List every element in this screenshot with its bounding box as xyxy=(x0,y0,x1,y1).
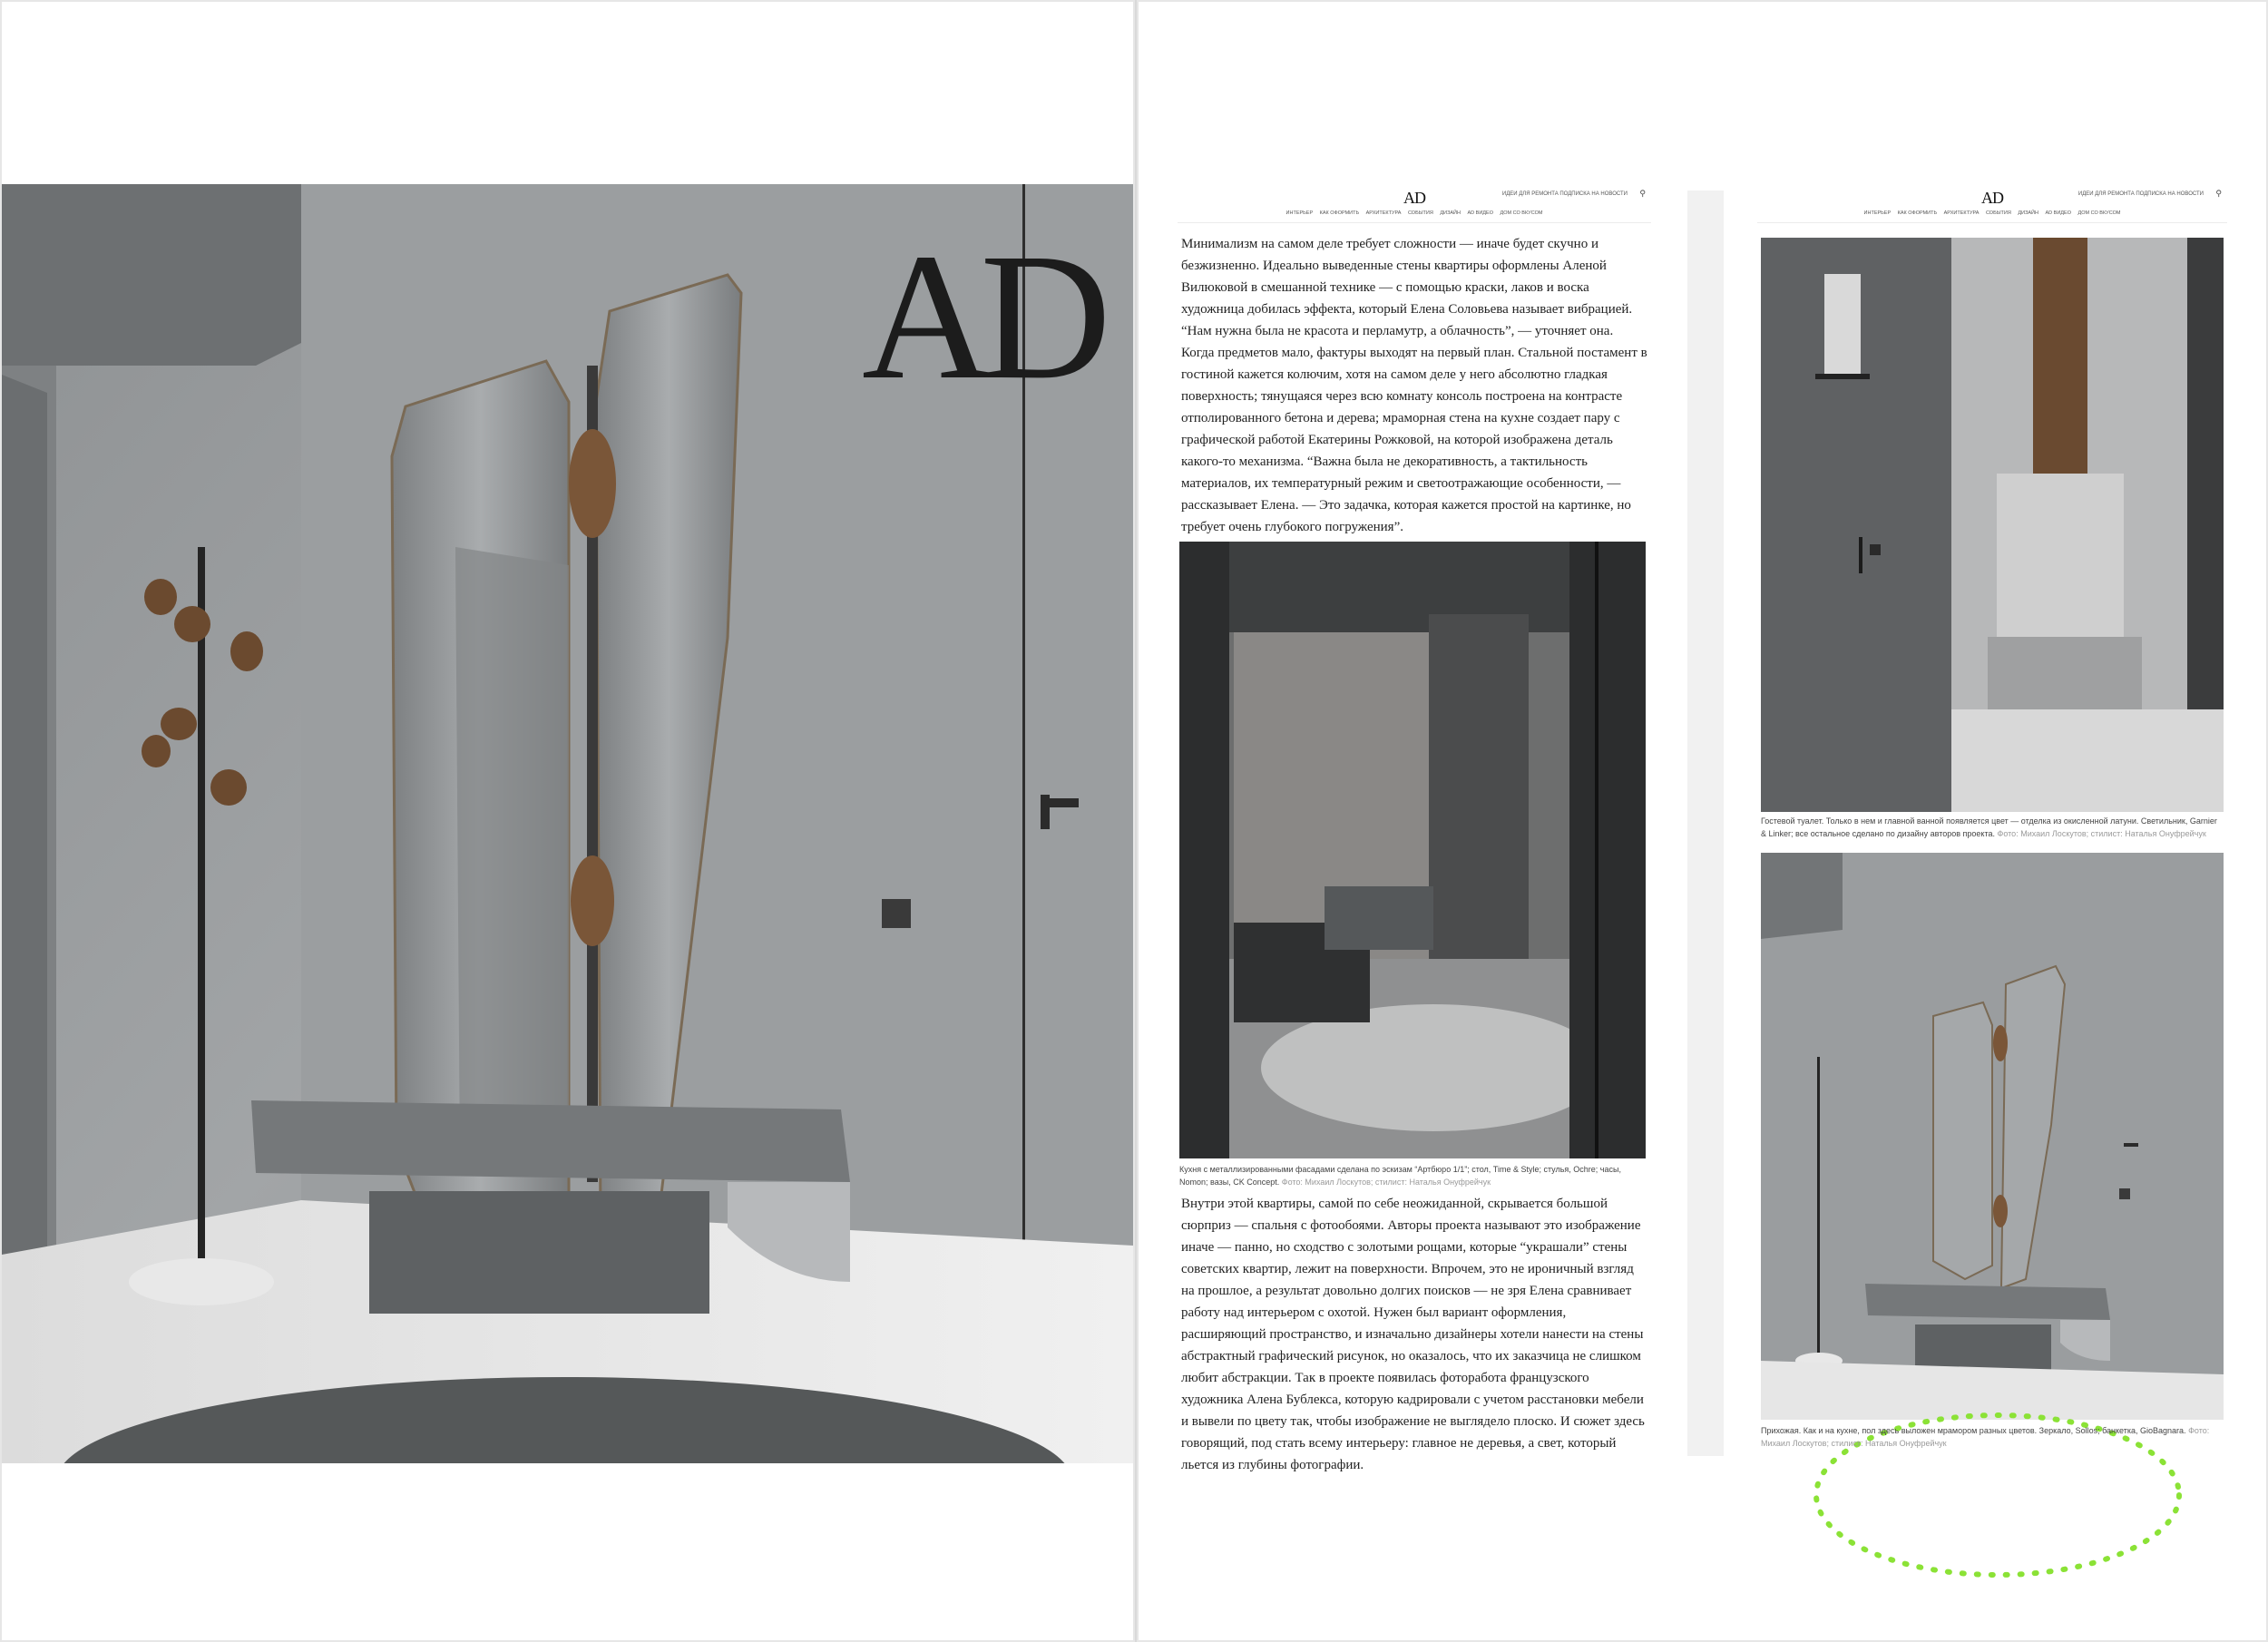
menu-item[interactable]: СОБЫТИЯ xyxy=(1985,210,2011,216)
caption-text: Кухня с металлизированными фасадами сделана по эскизам “Артбюро 1/1”; стол, Time & Style; стулья, Ochre; часы, Nomon; вазы, CK Concept. xyxy=(1179,1165,1621,1187)
search-icon[interactable]: ⚲ xyxy=(2215,190,2222,199)
caption-text: Прихожая. Как и на кухне, пол здесь выложен мрамором разных цветов. Зеркало, Sollos; банкетка, GioBagnara. xyxy=(1761,1426,2186,1435)
site-logo[interactable]: AD xyxy=(1981,189,2003,207)
header-links[interactable]: ИДЕИ ДЛЯ РЕМОНТА ПОДПИСКА НА НОВОСТИ xyxy=(2077,191,2204,197)
menu-item[interactable]: КАК ОФОРМИТЬ xyxy=(1897,210,1938,216)
header-links[interactable]: ИДЕИ ДЛЯ РЕМОНТА ПОДПИСКА НА НОВОСТИ xyxy=(1501,191,1628,197)
menu-item[interactable]: АРХИТЕКТУРА xyxy=(1943,210,1980,216)
article-paragraph-2: Внутри этой квартиры, самой по себе неожиданной, скрывается большой сюрприз — спальня с фотообоями. Авторы проекта называют это изображение иначе — панно, но сходство с золотыми рощами, которые “украшали” стены советских квартир, лежит на поверхности. Впрочем, это не ироничный взгляд на прошлое, а результат довольно долгих поисков — не зря Елена сравнивает работу над интерьером с охотой. Нужен был вариант оформления, расширяющий пространство, и изначально дизайнеры хотели нанести на стены абстрактный графический рисунок, но оказалось, что их заказчица не слишком любит абстракции. Так в проекте появилась фоторабота французского художника Алена Бублекса, которую кадрировали с учетом расстановки мебели и вывели по цвету так, чтобы изображение не выглядело плоско. И сюжет здесь говорящий, под стать всему интерьеру: главное не деревья, а свет, который льется из глубины фотографии. xyxy=(1181,1197,1645,1472)
site-menu xyxy=(1205,210,1624,216)
photo-credit: Фото: Михаил Лоскутов; стилист: Наталья Онуфрейчук xyxy=(1997,829,2206,838)
toilet-caption xyxy=(1761,815,2224,840)
photo-credit: Фото: Михаил Лоскутов; стилист: Наталья Онуфрейчук xyxy=(1281,1178,1491,1187)
magazine-logo: AD xyxy=(862,217,1099,417)
page-gutter xyxy=(1687,191,1724,1456)
photo-credit: Фото: Михаил Лоскутов; стилист: Наталья Онуфрейчук xyxy=(1761,1426,2210,1448)
menu-item[interactable]: ДИЗАЙН xyxy=(1440,210,1461,216)
menu-item[interactable]: AD ВИДЕО xyxy=(2045,210,2071,216)
article-paragraph-1: Минимализм на самом деле требует сложности — иначе будет скучно и безжизненно. Идеально выведенные стены квартиры оформлены Аленой Вилюковой в смешанной технике — с помощью краски, лаков и воска художница добилась эффекта, который Елена Соловьева называет вибрацией. “Нам нужна была не красота и перламутр, а облачность”, — уточняет она. Когда предметов мало, фактуры выходят на первый план. Стальной постамент в гостиной кажется колючим, хотя на самом деле у него абсолютно гладкая поверхность; тянущаяся через всю комнату консоль построена на контрасте отполированного бетона и дерева; мраморная стена на кухне создает пару с графической работой Екатерины Рожковой, на которой изображена деталь какого-то механизма. “Важна была не декоративность, а тактильность материалов, их температурный режим и светоотражающие особенности, — рассказывает Елена. — Это задачка, которая кажется простой на картинке, но требует очень глубокого погружения”. xyxy=(1181,237,1647,534)
site-menu xyxy=(1784,210,2200,216)
gallery-column xyxy=(1757,186,2227,1456)
menu-item[interactable]: AD ВИДЕО xyxy=(1467,210,1493,216)
caption-text: Гостевой туалет. Только в нем и главной ванной появляется цвет — отделка из окисленной латуни. Светильник, Garnier & Linker; все остальное сделано по дизайну авторов проекта. xyxy=(1761,816,2217,838)
menu-item[interactable]: ДОМ СО ВКУСОМ xyxy=(1500,210,1543,216)
page-divider xyxy=(1135,0,1137,1642)
site-logo[interactable]: AD xyxy=(1403,189,1425,207)
menu-item[interactable]: ИНТЕРЬЕР xyxy=(1286,210,1314,216)
menu-item[interactable]: ДОМ СО ВКУСОМ xyxy=(2077,210,2121,216)
guest-toilet-photo xyxy=(1761,238,2224,812)
menu-item[interactable]: СОБЫТИЯ xyxy=(1407,210,1433,216)
article-column xyxy=(1178,186,1651,1472)
menu-item[interactable]: АРХИТЕКТУРА xyxy=(1365,210,1402,216)
menu-item[interactable]: ДИЗАЙН xyxy=(2018,210,2038,216)
menu-item[interactable]: КАК ОФОРМИТЬ xyxy=(1319,210,1360,216)
search-icon[interactable]: ⚲ xyxy=(1639,190,1646,199)
site-header xyxy=(1178,186,1651,223)
hallway-caption xyxy=(1761,1424,2224,1450)
site-header xyxy=(1757,186,2227,223)
hallway-thumb-photo xyxy=(1761,853,2224,1420)
kitchen-photo xyxy=(1179,542,1646,1158)
menu-item[interactable]: ИНТЕРЬЕР xyxy=(1863,210,1892,216)
